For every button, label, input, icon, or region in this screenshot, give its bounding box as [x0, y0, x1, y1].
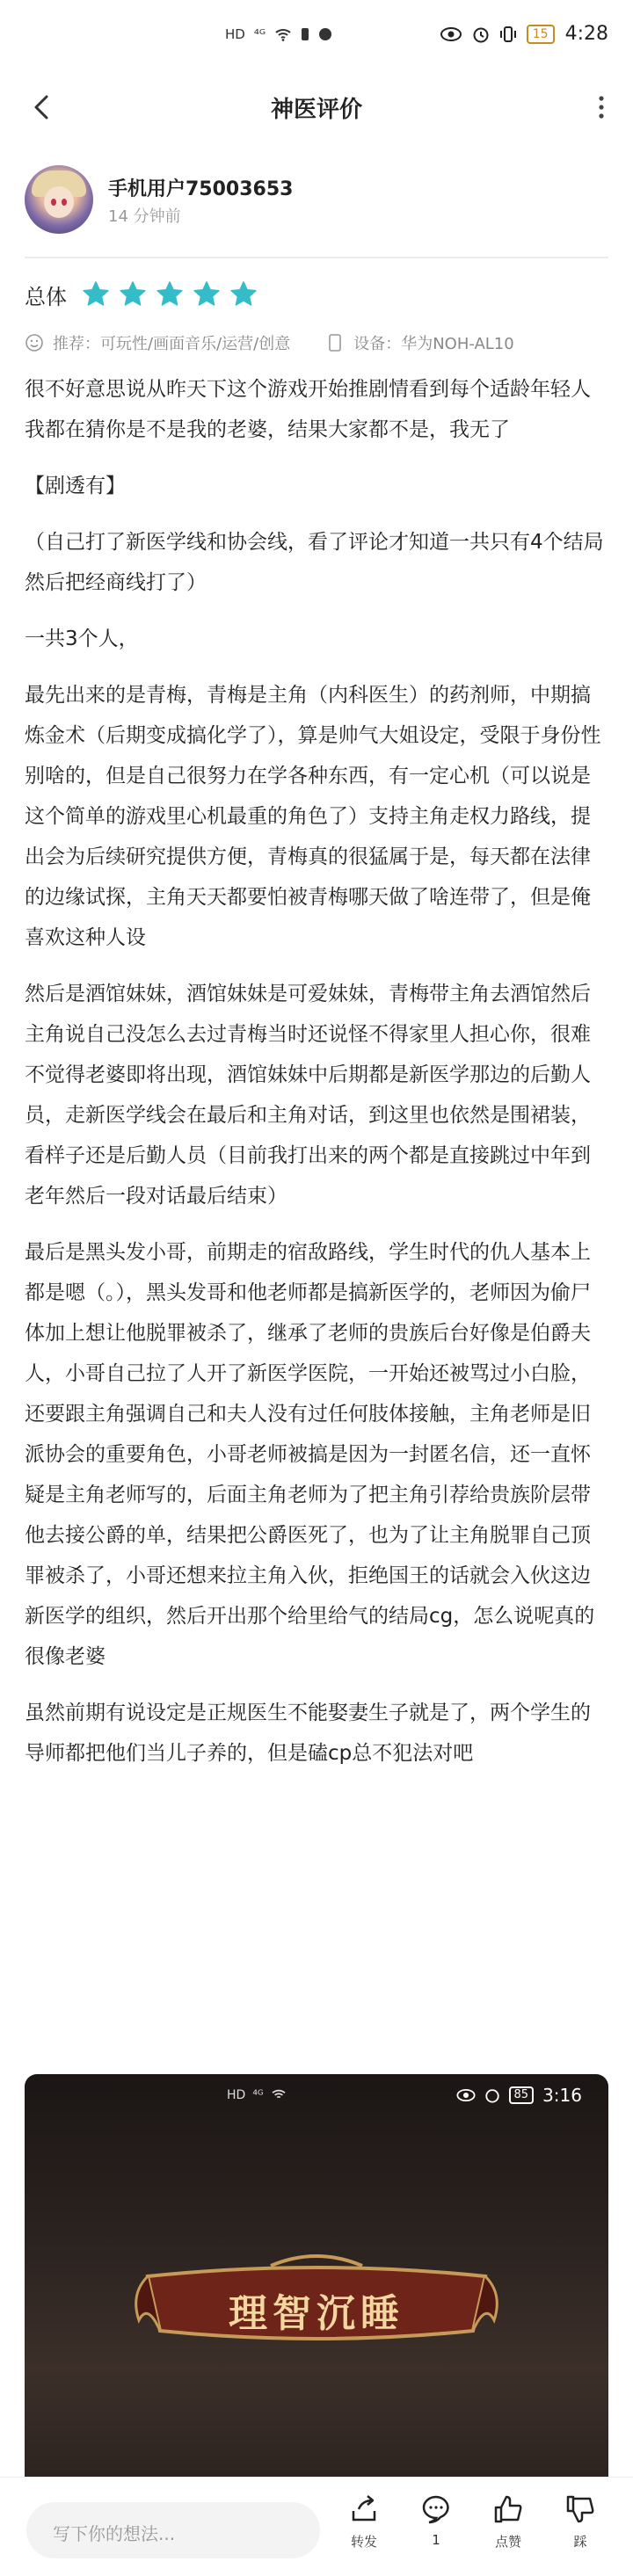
image-eye-icon [456, 2089, 476, 2101]
review-paragraph: 最先出来的是青梅，青梅是主角（内科医生）的药剂师，中期搞炼金术（后期变成搞化学了），算是帅气大姐设定，受限于身份性别啥的，但是自己很努力在学各种东西，有一定心机（可以说是这个简单的游戏里心机最重的角色了）支持主角走权力路线，提出会为后续研究提供方便，青梅真的很猛属于是，每天都在法律的边缘试探，主角天天都要怕被青梅哪天做了啥连带了，但是俺喜欢这种人设 [25, 684, 601, 949]
hd-label: HD [225, 26, 245, 42]
phone-icon [325, 333, 345, 352]
device-text: 设备：华为NOH-AL10 [353, 335, 514, 353]
eye-icon [440, 27, 462, 41]
review-body [25, 369, 608, 1789]
share-icon [346, 2492, 382, 2527]
image-wifi-icon [271, 2088, 287, 2101]
review-paragraph: 然后是酒馆妹妹，酒馆妹妹是可爱妹妹，青梅带主角去酒馆然后主角说自己没怎么去过青梅当时还说怪不得家里人担心你，很难不觉得老婆即将出现，酒馆妹妹中后期都是新医学那边的后勤人员，走新医学线会在最后和主角对话，到这里也依然是围裙装，看样子还是后勤人员（目前我打出来的两个都是直接跳过中年到老年然后一段对话最后结束） [25, 983, 591, 1208]
notification-icon [318, 27, 332, 41]
more-options-icon[interactable] [596, 91, 607, 123]
like-button[interactable] [482, 2492, 535, 2551]
review-author [25, 165, 605, 243]
comment-count: 1 [432, 2532, 440, 2548]
image-battery-icon: 85 [509, 2086, 535, 2104]
star-rating [81, 279, 266, 309]
share-label: 转发 [350, 2534, 377, 2550]
game-title-text: 理智沉睡 [229, 2291, 404, 2336]
storage-icon [301, 27, 309, 41]
status-bar [0, 0, 633, 72]
network-label: ⁴ᴳ [253, 26, 266, 42]
thumbs-up-icon [491, 2492, 526, 2527]
review-paragraph: （自己打了新医学线和协会线，看了评论才知道一共只有4个结局然后把经商线打了） [25, 531, 604, 594]
star-icon [229, 279, 258, 309]
image-alarm-icon [484, 2087, 500, 2103]
star-icon [192, 279, 222, 309]
review-paragraph: 一共3个人， [25, 628, 139, 650]
review-paragraph: 很不好意思说从昨天下这个游戏开始推剧情看到每个适龄年轻人我都在猜你是不是我的老婆，结果大家都不是，我无了 [25, 378, 591, 441]
dislike-button[interactable] [554, 2492, 607, 2551]
overall-rating [25, 274, 266, 315]
image-status-bar [25, 2074, 608, 2120]
comment-icon [418, 2492, 454, 2527]
vibrate-icon [500, 25, 516, 43]
thumbs-down-icon [563, 2492, 598, 2527]
star-icon [155, 279, 185, 309]
review-image[interactable] [25, 2074, 608, 2496]
star-icon [118, 279, 148, 309]
bottom-action-bar [0, 2477, 633, 2576]
share-button[interactable] [338, 2492, 390, 2551]
dislike-label: 踩 [573, 2534, 587, 2550]
avatar[interactable] [25, 165, 93, 234]
comment-placeholder: 写下你的想法... [53, 2523, 176, 2544]
review-paragraph: 【剧透有】 [25, 475, 126, 497]
wifi-icon [274, 27, 292, 41]
comment-button[interactable] [410, 2492, 462, 2548]
battery-icon: 15 [527, 25, 555, 44]
comment-input[interactable] [26, 2502, 320, 2558]
review-paragraph: 最后是黑头发小哥，前期走的宿敌路线，学生时代的仇人基本上都是嗯（。），黑头发哥和他老师都是搞新医学的，老师因为偷尸体加上想让他脱罪被杀了，继承了老师的贵族后台好像是伯爵夫人，小哥自己拉了人开了新医学医院，一开始还被骂过小白脸，还要跟主角强调自己和夫人没有过任何肢体接触，主角老师是旧派协会的重要角色，小哥老师被搞是因为一封匿名信，还一直怀疑是主角老师写的，后面主角老师为了把主角引荐给贵族阶层带他去接公爵的单，结果把公爵医死了，也为了让主角脱罪自己顶罪被杀了，小哥还想来拉主角入伙，拒绝国王的话就会入伙这边新医学的组织，然后开出那个给里给气的结局cg，怎么说呢真的很像老婆 [25, 1241, 595, 1668]
image-hd-label: HD [227, 2088, 246, 2102]
smile-icon [25, 333, 44, 352]
game-title-banner [130, 2250, 503, 2355]
alarm-icon [472, 25, 490, 43]
page-title: 神医评价 [270, 97, 362, 123]
image-time: 3:16 [542, 2085, 582, 2106]
like-label: 点赞 [494, 2534, 521, 2550]
star-icon [81, 279, 111, 309]
top-bar [0, 72, 633, 142]
review-paragraph: 虽然前期有说设定是正规医生不能娶妻生子就是了，两个学生的导师都把他们当儿子养的，但是磕cp总不犯法对吧 [25, 1702, 591, 1765]
divider [25, 257, 608, 258]
overall-label: 总体 [25, 284, 67, 309]
status-time: 4:28 [564, 23, 608, 45]
review-meta [25, 327, 608, 359]
review-time: 14 分钟前 [108, 207, 181, 226]
user-name[interactable]: 手机用户75003653 [108, 178, 294, 200]
image-network-label: ⁴ᴳ [252, 2088, 264, 2102]
recommend-text: 推荐：可玩性/画面音乐/运营/创意 [53, 335, 291, 353]
